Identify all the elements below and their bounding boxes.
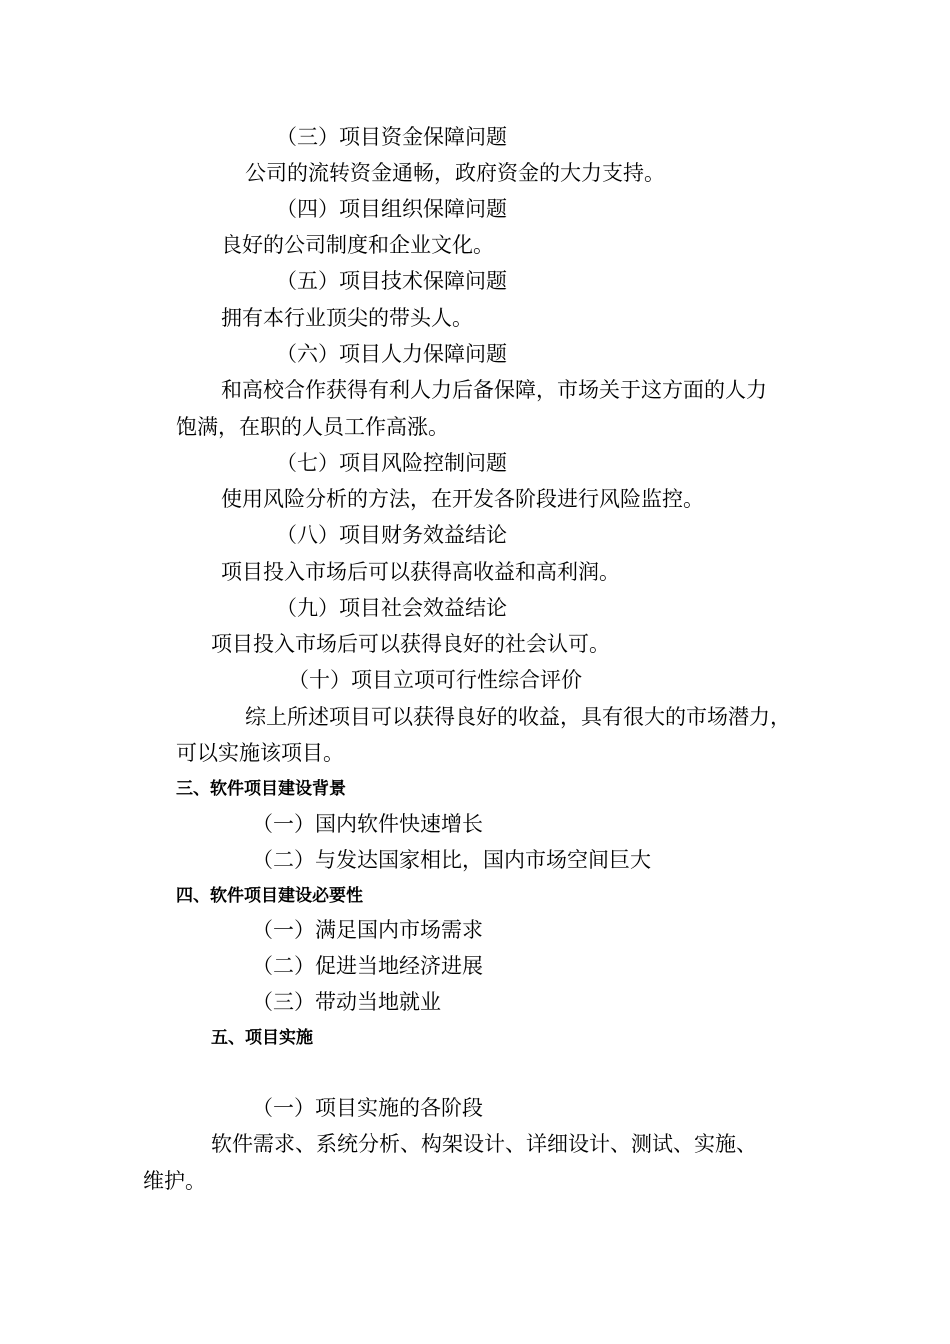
subsection-heading-social: （九）项目社会效益结论	[276, 596, 507, 620]
subsection-heading-risk: （七）项目风险控制问题	[276, 451, 507, 475]
subsection-heading-technology: （五）项目技术保障问题	[276, 269, 507, 293]
paragraph-social: 项目投入市场后可以获得良好的社会认可。	[211, 632, 610, 656]
paragraph-funding: 公司的流转资金通畅，政府资金的大力支持。	[245, 161, 665, 185]
subsection-heading-organization: （四）项目组织保障问题	[276, 197, 507, 221]
list-item-necessity-1: （一）满足国内市场需求	[252, 918, 483, 942]
paragraph-risk: 使用风险分析的方法，在开发各阶段进行风险监控。	[221, 487, 704, 511]
list-item-necessity-3: （三）带动当地就业	[252, 990, 441, 1014]
section-heading-background: 三、软件项目建设背景	[176, 779, 346, 799]
paragraph-stages-line1: 软件需求、系统分析、构架设计、详细设计、测试、实施、	[211, 1132, 757, 1156]
subsection-heading-funding: （三）项目资金保障问题	[276, 125, 507, 149]
section-heading-implementation: 五、项目实施	[211, 1028, 313, 1048]
paragraph-stages-line2: 维护。	[143, 1169, 206, 1193]
subsection-heading-evaluation: （十）项目立项可行性综合评价	[288, 668, 582, 692]
subsection-heading-financial: （八）项目财务效益结论	[276, 523, 507, 547]
paragraph-evaluation-line1: 综上所述项目可以获得良好的收益，具有很大的市场潜力，	[245, 705, 791, 729]
paragraph-financial: 项目投入市场后可以获得高收益和高利润。	[221, 560, 620, 584]
paragraph-manpower-line2: 饱满，在职的人员工作高涨。	[176, 415, 449, 439]
list-item-background-2: （二）与发达国家相比，国内市场空间巨大	[252, 848, 651, 872]
paragraph-evaluation-line2: 可以实施该项目。	[176, 741, 344, 765]
section-heading-necessity: 四、软件项目建设必要性	[176, 886, 363, 906]
paragraph-manpower-line1: 和高校合作获得有利人力后备保障，市场关于这方面的人力	[221, 378, 767, 402]
subsection-heading-stages: （一）项目实施的各阶段	[252, 1096, 483, 1120]
list-item-necessity-2: （二）促进当地经济进展	[252, 954, 483, 978]
subsection-heading-manpower: （六）项目人力保障问题	[276, 342, 507, 366]
paragraph-technology: 拥有本行业顶尖的带头人。	[221, 306, 473, 330]
list-item-background-1: （一）国内软件快速增长	[252, 812, 483, 836]
paragraph-organization: 良好的公司制度和企业文化。	[221, 233, 494, 257]
